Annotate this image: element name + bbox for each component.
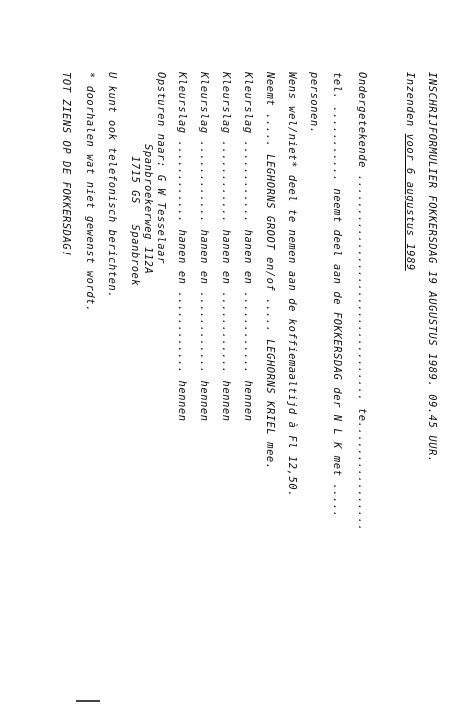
colour-line: Kleurslag ............ hanen en ............ hennen <box>242 72 254 422</box>
deadline-date: voor 6 augustus 1989 <box>404 133 416 271</box>
deadline-prefix: Inzenden <box>404 72 416 134</box>
submission-deadline <box>405 72 415 271</box>
meal-line: Wens wel/niet* deel te nemen aan de koffiemaaltijd à Fl 12,50. <box>286 72 298 498</box>
scan-edge-mark <box>76 700 100 702</box>
persons-line: personen. <box>308 72 320 134</box>
address-street: Spanbroekerweg 112A <box>142 144 154 275</box>
attendance-line: tel. ........... neemt deel aan de FOKKERSDAG der N L K met ..... <box>331 72 343 518</box>
address-city: 1715 GS Spanbroek <box>129 156 141 287</box>
colour-line: Kleurslag ............ hanen en ............ hennen <box>220 72 232 422</box>
form-title: INSCHRIJFORMULIER FOKKERSDAG 19 AUGUSTUS 1989. 09.45 UUR. <box>426 72 438 463</box>
phone-note: U kunt ook telefonisch berichten. <box>106 72 118 299</box>
colour-line: Kleurslag ............ hanen en ............ hennen <box>198 72 210 422</box>
colour-line: Kleurslag ............ hanen en ............ hennen <box>176 72 188 422</box>
send-to-label: Opsturen naar: G W Tesselaar <box>155 72 167 264</box>
footnote: * doorhalen wat niet gewenst wordt. <box>84 72 96 312</box>
breeds-line: Neemt ..... LEGHORNS GROOT en/of ..... LEGHORNS KRIEL mee. <box>264 72 276 470</box>
undersigned-line: Ondergetekende ................................. te................ <box>356 72 368 532</box>
registration-form <box>57 72 437 672</box>
closing-line: TOT ZIENS OP DE FOKKERSDAG! <box>60 72 72 258</box>
